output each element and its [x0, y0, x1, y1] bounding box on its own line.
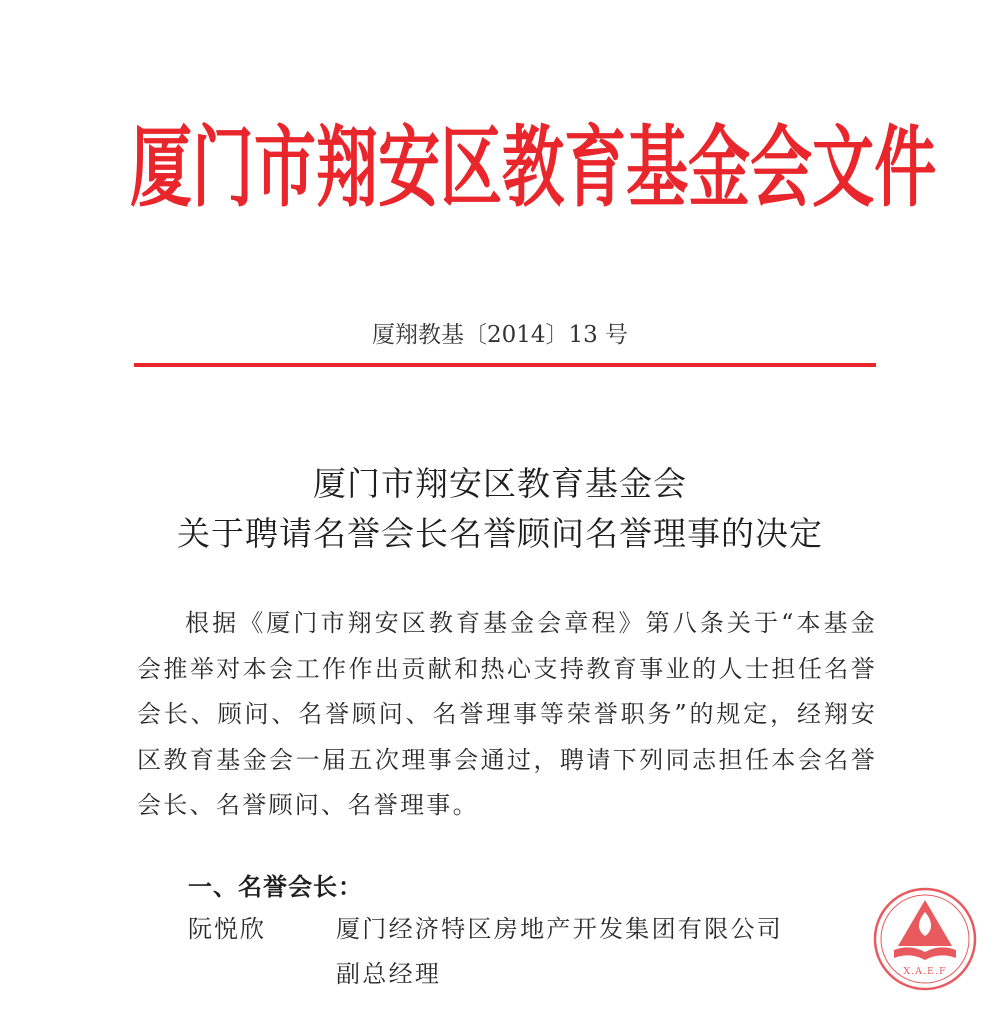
masthead-char: 厦	[130, 115, 193, 220]
masthead	[130, 115, 937, 220]
red-divider-line	[134, 363, 876, 367]
seal-book-icon	[894, 947, 956, 960]
person-position: 副总经理	[336, 960, 442, 988]
masthead-char: 会	[750, 115, 813, 220]
foundation-seal-icon	[872, 886, 978, 992]
section-heading-honorary-president: 一、名誉会长：	[188, 872, 363, 901]
document-title-line-1: 厦门市翔安区教育基金会	[313, 464, 687, 503]
masthead-char: 金	[688, 115, 751, 220]
masthead-char: 市	[254, 115, 317, 220]
masthead-char: 门	[192, 115, 255, 220]
masthead-char: 育	[564, 115, 627, 220]
body-paragraph: 根据《厦门市翔安区教育基金会章程》第八条关于“本基金会推举对本会工作作出贡献和热心支持教育事业的人士担任名誉会长、顾问、名誉顾问、名誉理事等荣誉职务”的规定，经翔安区教育基金会一届五次理事会通过，聘请下列同志担任本会名誉会长、名誉顾问、名誉理事。	[137, 609, 877, 819]
masthead-char: 基	[626, 115, 689, 220]
document-number: 厦翔教基〔2014〕13 号	[371, 322, 629, 348]
masthead-char: 文	[812, 115, 875, 220]
person-organization: 厦门经济特区房地产开发集团有限公司	[336, 915, 784, 943]
masthead-char: 区	[440, 115, 503, 220]
masthead-char: 安	[378, 115, 441, 220]
masthead-char: 件	[874, 115, 937, 220]
document-title-line-2: 关于聘请名誉会长名誉顾问名誉理事的决定	[177, 514, 823, 553]
person-name: 阮悦欣	[188, 915, 266, 943]
masthead-char: 翔	[316, 115, 379, 220]
seal-text: X.A.E.F	[903, 966, 947, 977]
body-text	[137, 601, 877, 829]
masthead-char: 教	[502, 115, 565, 220]
